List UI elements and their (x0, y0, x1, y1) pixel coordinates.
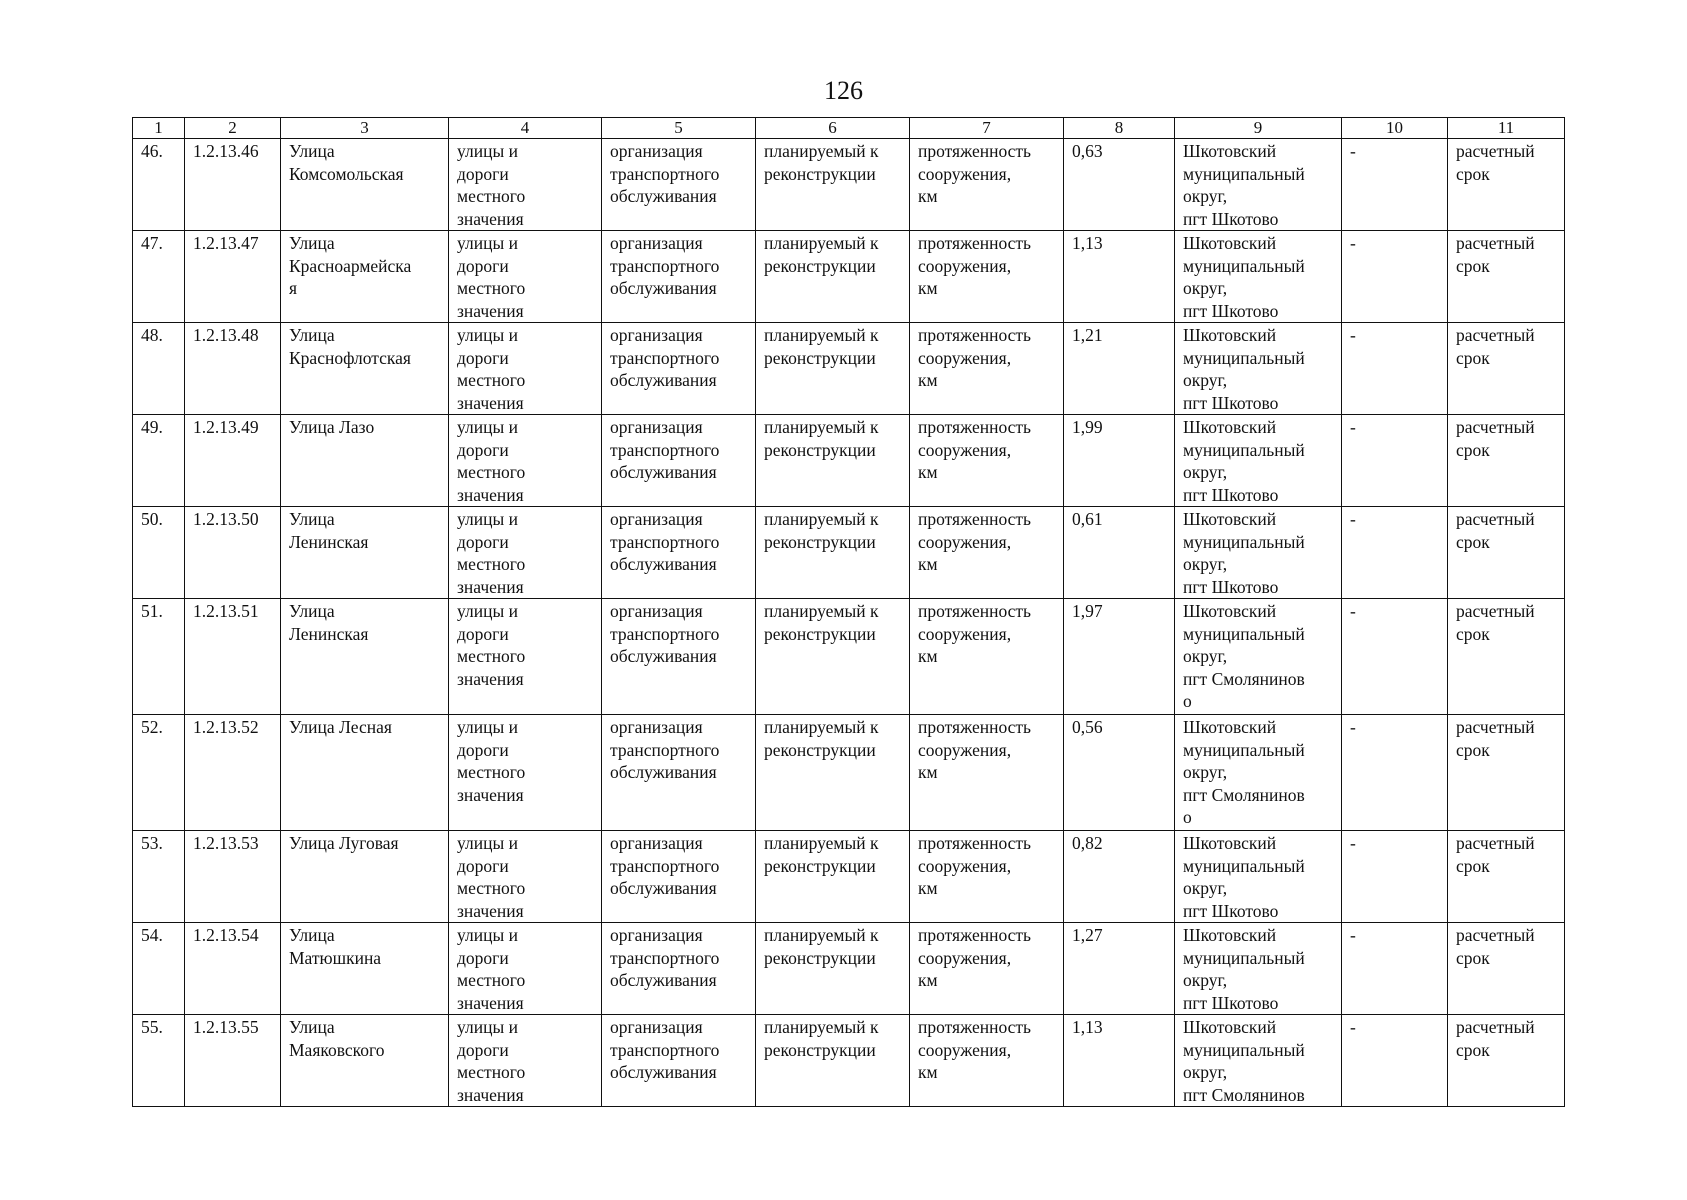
status-cell: планируемый к реконструкции (756, 831, 910, 923)
zone-cell: - (1342, 715, 1448, 831)
code-cell: 1.2.13.52 (185, 715, 281, 831)
object-type-cell: улицы и дороги местного значения (449, 415, 602, 507)
header-cell: 11 (1448, 118, 1565, 139)
purpose-cell: организация транспортного обслуживания (602, 599, 756, 715)
zone-cell: - (1342, 507, 1448, 599)
header-cell: 5 (602, 118, 756, 139)
code-cell: 1.2.13.53 (185, 831, 281, 923)
value-cell: 1,13 (1064, 1015, 1175, 1107)
characteristic-cell: протяженность сооружения, км (910, 323, 1064, 415)
purpose-cell: организация транспортного обслуживания (602, 507, 756, 599)
zone-cell: - (1342, 923, 1448, 1015)
code-cell: 1.2.13.55 (185, 1015, 281, 1107)
code-cell: 1.2.13.47 (185, 231, 281, 323)
characteristic-cell: протяженность сооружения, км (910, 415, 1064, 507)
zone-cell: - (1342, 231, 1448, 323)
table-row (133, 923, 1565, 1015)
value-cell: 1,27 (1064, 923, 1175, 1015)
object-name-cell: Улица Лазо (281, 415, 449, 507)
header-cell: 4 (449, 118, 602, 139)
term-cell: расчетный срок (1448, 323, 1565, 415)
table-row (133, 415, 1565, 507)
value-cell: 0,82 (1064, 831, 1175, 923)
status-cell: планируемый к реконструкции (756, 139, 910, 231)
term-cell: расчетный срок (1448, 1015, 1565, 1107)
zone-cell: - (1342, 139, 1448, 231)
header-cell: 1 (133, 118, 185, 139)
object-name-cell: Улица Краснофлотская (281, 323, 449, 415)
status-cell: планируемый к реконструкции (756, 323, 910, 415)
purpose-cell: организация транспортного обслуживания (602, 323, 756, 415)
purpose-cell: организация транспортного обслуживания (602, 831, 756, 923)
code-cell: 1.2.13.54 (185, 923, 281, 1015)
row-number-cell: 49. (133, 415, 185, 507)
term-cell: расчетный срок (1448, 415, 1565, 507)
object-name-cell: Улица Ленинская (281, 507, 449, 599)
location-cell: Шкотовский муниципальный округ, пгт Шкотово (1175, 831, 1342, 923)
code-cell: 1.2.13.46 (185, 139, 281, 231)
code-cell: 1.2.13.51 (185, 599, 281, 715)
value-cell: 1,97 (1064, 599, 1175, 715)
location-cell: Шкотовский муниципальный округ, пгт Шкотово (1175, 323, 1342, 415)
row-number-cell: 46. (133, 139, 185, 231)
row-number-cell: 47. (133, 231, 185, 323)
code-cell: 1.2.13.49 (185, 415, 281, 507)
row-number-cell: 55. (133, 1015, 185, 1107)
header-cell: 6 (756, 118, 910, 139)
purpose-cell: организация транспортного обслуживания (602, 231, 756, 323)
header-cell: 8 (1064, 118, 1175, 139)
header-cell: 10 (1342, 118, 1448, 139)
zone-cell: - (1342, 323, 1448, 415)
header-row (133, 118, 1565, 139)
row-number-cell: 48. (133, 323, 185, 415)
zone-cell: - (1342, 415, 1448, 507)
location-cell: Шкотовский муниципальный округ, пгт Шкотово (1175, 923, 1342, 1015)
value-cell: 1,99 (1064, 415, 1175, 507)
characteristic-cell: протяженность сооружения, км (910, 599, 1064, 715)
status-cell: планируемый к реконструкции (756, 715, 910, 831)
object-name-cell: Улица Матюшкина (281, 923, 449, 1015)
purpose-cell: организация транспортного обслуживания (602, 415, 756, 507)
location-cell: Шкотовский муниципальный округ, пгт Смолянинов (1175, 1015, 1342, 1107)
purpose-cell: организация транспортного обслуживания (602, 1015, 756, 1107)
term-cell: расчетный срок (1448, 139, 1565, 231)
table-row (133, 323, 1565, 415)
location-cell: Шкотовский муниципальный округ, пгт Шкотово (1175, 231, 1342, 323)
value-cell: 1,13 (1064, 231, 1175, 323)
location-cell: Шкотовский муниципальный округ, пгт Шкотово (1175, 415, 1342, 507)
characteristic-cell: протяженность сооружения, км (910, 831, 1064, 923)
location-cell: Шкотовский муниципальный округ, пгт Смолянинов о (1175, 599, 1342, 715)
object-name-cell: Улица Ленинская (281, 599, 449, 715)
header-cell: 7 (910, 118, 1064, 139)
characteristic-cell: протяженность сооружения, км (910, 923, 1064, 1015)
value-cell: 0,61 (1064, 507, 1175, 599)
zone-cell: - (1342, 599, 1448, 715)
term-cell: расчетный срок (1448, 831, 1565, 923)
row-number-cell: 51. (133, 599, 185, 715)
characteristic-cell: протяженность сооружения, км (910, 715, 1064, 831)
table-row (133, 139, 1565, 231)
location-cell: Шкотовский муниципальный округ, пгт Шкотово (1175, 139, 1342, 231)
zone-cell: - (1342, 1015, 1448, 1107)
purpose-cell: организация транспортного обслуживания (602, 923, 756, 1015)
value-cell: 0,56 (1064, 715, 1175, 831)
row-number-cell: 54. (133, 923, 185, 1015)
object-name-cell: Улица Красноармейска я (281, 231, 449, 323)
status-cell: планируемый к реконструкции (756, 507, 910, 599)
table-row (133, 507, 1565, 599)
object-type-cell: улицы и дороги местного значения (449, 507, 602, 599)
header-cell: 2 (185, 118, 281, 139)
object-type-cell: улицы и дороги местного значения (449, 1015, 602, 1107)
characteristic-cell: протяженность сооружения, км (910, 139, 1064, 231)
term-cell: расчетный срок (1448, 923, 1565, 1015)
table-row (133, 831, 1565, 923)
objects-table (132, 117, 1565, 1107)
row-number-cell: 50. (133, 507, 185, 599)
status-cell: планируемый к реконструкции (756, 1015, 910, 1107)
object-type-cell: улицы и дороги местного значения (449, 599, 602, 715)
object-type-cell: улицы и дороги местного значения (449, 831, 602, 923)
term-cell: расчетный срок (1448, 715, 1565, 831)
characteristic-cell: протяженность сооружения, км (910, 1015, 1064, 1107)
object-type-cell: улицы и дороги местного значения (449, 139, 602, 231)
header-cell: 9 (1175, 118, 1342, 139)
object-type-cell: улицы и дороги местного значения (449, 231, 602, 323)
status-cell: планируемый к реконструкции (756, 415, 910, 507)
zone-cell: - (1342, 831, 1448, 923)
purpose-cell: организация транспортного обслуживания (602, 139, 756, 231)
object-type-cell: улицы и дороги местного значения (449, 323, 602, 415)
term-cell: расчетный срок (1448, 599, 1565, 715)
term-cell: расчетный срок (1448, 231, 1565, 323)
table-row (133, 1015, 1565, 1107)
table-row (133, 599, 1565, 715)
status-cell: планируемый к реконструкции (756, 599, 910, 715)
object-name-cell: Улица Комсомольская (281, 139, 449, 231)
object-type-cell: улицы и дороги местного значения (449, 923, 602, 1015)
page-number: 126 (824, 76, 863, 105)
location-cell: Шкотовский муниципальный округ, пгт Смолянинов о (1175, 715, 1342, 831)
object-type-cell: улицы и дороги местного значения (449, 715, 602, 831)
status-cell: планируемый к реконструкции (756, 923, 910, 1015)
characteristic-cell: протяженность сооружения, км (910, 507, 1064, 599)
code-cell: 1.2.13.50 (185, 507, 281, 599)
row-number-cell: 52. (133, 715, 185, 831)
location-cell: Шкотовский муниципальный округ, пгт Шкотово (1175, 507, 1342, 599)
table-row (133, 231, 1565, 323)
status-cell: планируемый к реконструкции (756, 231, 910, 323)
object-name-cell: Улица Маяковского (281, 1015, 449, 1107)
table-row (133, 715, 1565, 831)
object-name-cell: Улица Луговая (281, 831, 449, 923)
header-cell: 3 (281, 118, 449, 139)
value-cell: 0,63 (1064, 139, 1175, 231)
code-cell: 1.2.13.48 (185, 323, 281, 415)
purpose-cell: организация транспортного обслуживания (602, 715, 756, 831)
table-body (133, 118, 1565, 1107)
term-cell: расчетный срок (1448, 507, 1565, 599)
row-number-cell: 53. (133, 831, 185, 923)
characteristic-cell: протяженность сооружения, км (910, 231, 1064, 323)
object-name-cell: Улица Лесная (281, 715, 449, 831)
value-cell: 1,21 (1064, 323, 1175, 415)
